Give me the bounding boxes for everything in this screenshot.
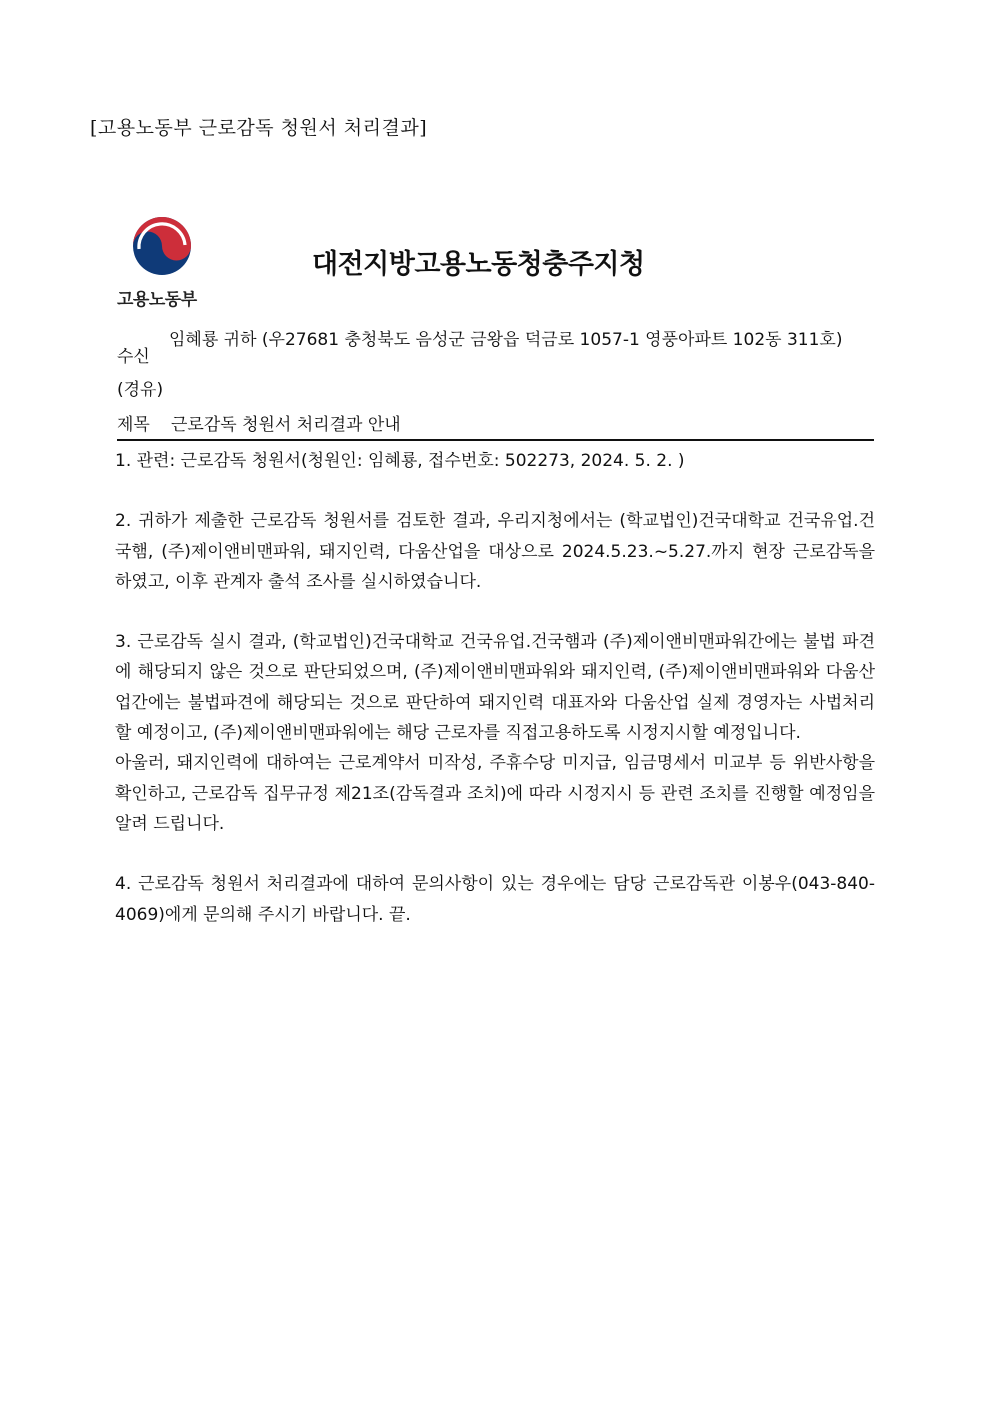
paragraph-4: 4. 근로감독 청원서 처리결과에 대하여 문의사항이 있는 경우에는 담당 근로감독관 이봉우(043-840-4069)에게 문의해 주시기 바랍니다. 끝.: [115, 874, 875, 925]
paragraph-3-continued: 아울러, 돼지인력에 대하여는 근로계약서 미작성, 주휴수당 미지급, 임금명세서 미교부 등 위반사항을 확인하고, 근로감독 집무규정 제21조(감독결과 조치)에 따라 시정지시 등 관련 조치를 진행할 예정임을 알려 드립니다.: [115, 753, 875, 834]
paragraph-1: 1. 관련: 근로감독 청원서(청원인: 임혜룡, 접수번호: 502273, 2024. 5. 2. ): [115, 451, 685, 471]
via-row: (경유): [117, 380, 164, 400]
ministry-logo-text: 고용노동부: [117, 290, 197, 310]
document-caption: [고용노동부 근로감독 청원서 처리결과]: [90, 117, 428, 139]
subject-row: [117, 410, 874, 441]
ministry-logo: [117, 215, 209, 310]
taegeuk-emblem-icon: [131, 215, 193, 277]
recipient-value: 임혜룡 귀하 (우27681 충청북도 음성군 금왕읍 덕금로 1057-1 영풍아파트 102동 311호): [169, 330, 843, 350]
subject-label: 제목: [117, 415, 150, 435]
document-meta: [117, 330, 874, 441]
recipient-row: [117, 330, 874, 367]
agency-title: 대전지방고용노동청충주지청: [312, 249, 645, 280]
paragraph-2: 2. 귀하가 제출한 근로감독 청원서를 검토한 결과, 우리지청에서는 (학교법인)건국대학교 건국유업.건국햄, (주)제이앤비맨파워, 돼지인력, 다움산업을 대상으로 2024.5.23.~5.27.까지 현장 근로감독을 하였고, 이후 관계자 출석 조사를 실시하였습니다.: [115, 511, 875, 592]
recipient-label: 수신: [117, 347, 150, 367]
document-body: [115, 446, 875, 930]
subject-value: 근로감독 청원서 처리결과 안내: [171, 415, 401, 435]
paragraph-3: 3. 근로감독 실시 결과, (학교법인)건국대학교 건국유업.건국햄과 (주)제이앤비맨파워간에는 불법 파견에 해당되지 않은 것으로 판단되었으며, (주)제이앤비맨파워와 돼지인력, (주)제이앤비맨파워와 다움산업간에는 불법파견에 해당되는 것으로 판단하여 돼지인력 대표자와 다움산업 실제 경영자는 사법처리할 예정이고, (주)제이앤비맨파워에는 해당 근로자를 직접고용하도록 시정지시할 예정입니다.: [115, 632, 875, 744]
